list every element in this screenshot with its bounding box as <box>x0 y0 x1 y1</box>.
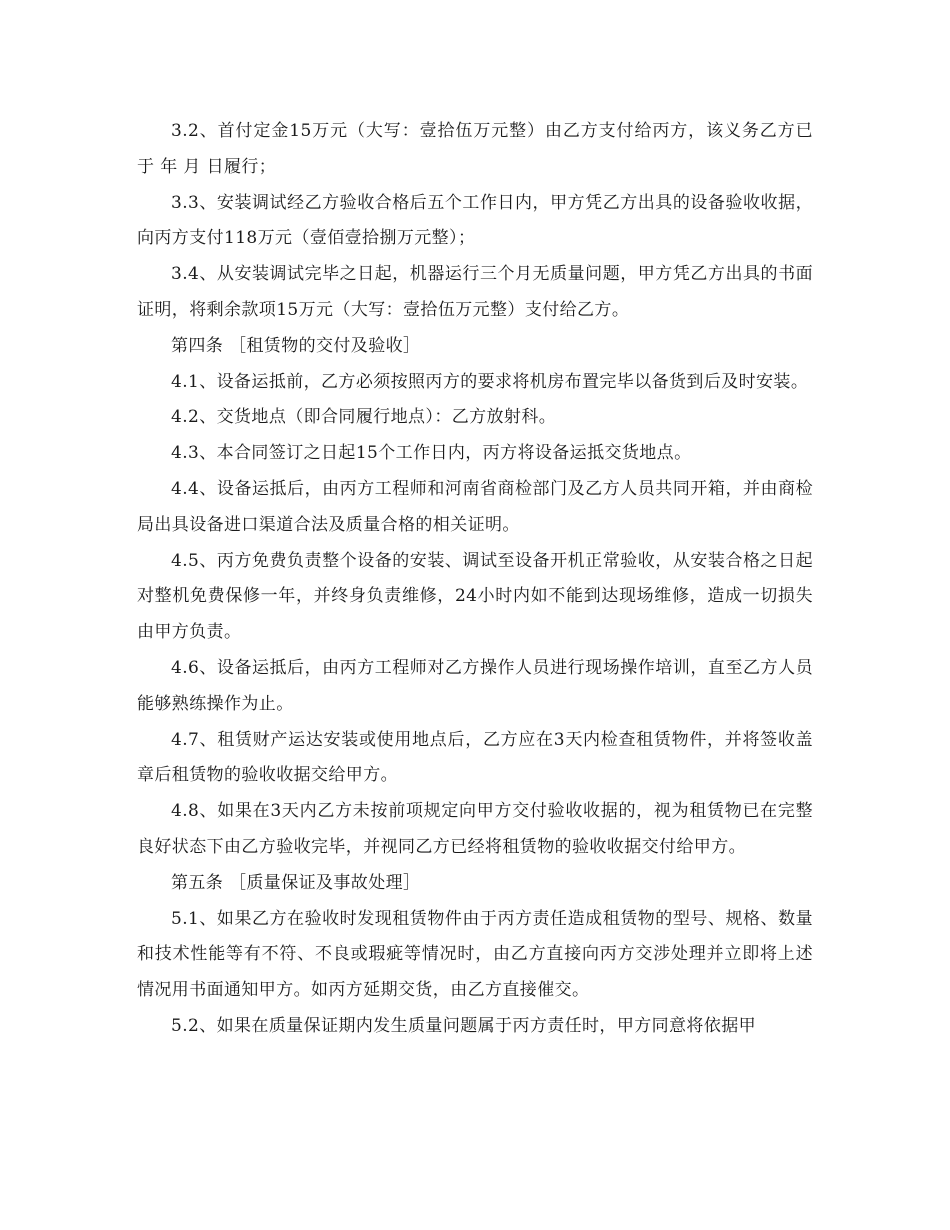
clause-4-2: 4.2、交货地点（即合同履行地点）：乙方放射科。 <box>171 407 557 428</box>
article-5-heading: 第五条 ［质量保证及事故处理］ <box>171 872 421 893</box>
clause-3-4: 3.4、从安装调试完毕之日起，机器运行三个月无质量问题，甲方凭乙方出具的书面证明，将剩余款项15万元（大写：壹拾伍万元整）支付给乙方。 <box>137 264 813 320</box>
clause-4-8: 4.8、如果在3天内乙方未按前项规定向甲方交付验收收据的，视为租赁物已在完整良好状态下由乙方验收完毕，并视同乙方已经将租赁物的验收收据交付给甲方。 <box>137 801 813 857</box>
clause-4-5: 4.5、丙方免费负责整个设备的安装、调试至设备开机正常验收，从安装合格之日起对整机免费保修一年，并终身负责维修，24小时内如不能到达现场维修，造成一切损失由甲方负责。 <box>137 550 813 643</box>
clause-3-3: 3.3、安装调试经乙方验收合格后五个工作日内，甲方凭乙方出具的设备验收收据，向丙方支付118万元（壹佰壹拾捌万元整）； <box>137 192 813 249</box>
clause-5-2: 5.2、如果在质量保证期内发生质量问题属于丙方责任时，甲方同意将依据甲 <box>171 1015 757 1036</box>
clause-3-2: 3.2、首付定金15万元（大写：壹拾伍万元整）由乙方支付给丙方，该义务乙方已于 年 月 日履行； <box>137 121 813 177</box>
clause-4-4: 4.4、设备运抵后，由丙方工程师和河南省商检部门及乙方人员共同开箱，并由商检局出具设备进口渠道合法及质量合格的相关证明。 <box>137 478 813 535</box>
clause-5-1: 5.1、如果乙方在验收时发现租赁物件由于丙方责任造成租赁物的型号、规格、数量和技术性能等有不符、不良或瑕疵等情况时，由乙方直接向丙方交涉处理并立即将上述情况用书面通知甲方。如丙方延期交货，由乙方直接催交。 <box>137 908 813 1001</box>
clause-4-3: 4.3、本合同签订之日起15个工作日内，丙方将设备运抵交货地点。 <box>171 443 692 464</box>
clause-4-7: 4.7、租赁财产运达安装或使用地点后，乙方应在3天内检查租赁物件，并将签收盖章后租赁物的验收收据交给甲方。 <box>137 729 813 786</box>
clause-4-1: 4.1、设备运抵前，乙方必须按照丙方的要求将机房布置完毕以备货到后及时安装。 <box>171 371 809 392</box>
article-4-heading: 第四条 ［租赁物的交付及验收］ <box>171 335 421 356</box>
document-body <box>137 114 813 1045</box>
clause-4-6: 4.6、设备运抵后，由丙方工程师对乙方操作人员进行现场操作培训，直至乙方人员能够熟练操作为止。 <box>137 657 813 714</box>
